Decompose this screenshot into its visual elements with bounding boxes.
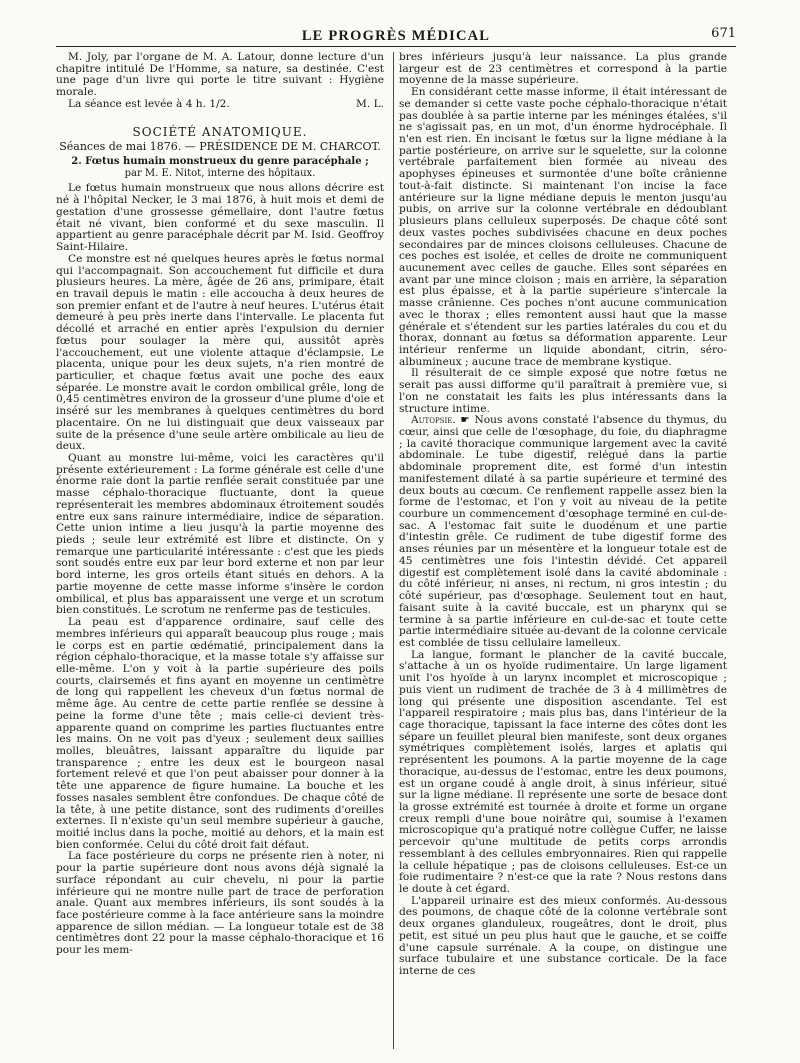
paragraph: M. Joly, par l'organe de M. A. Latour, donne lecture d'un chapitre intitulé De l'Homme, sa nature, sa destinée. C'est une page d'un livre qui porte le titre suivant : Hygiène morale. xyxy=(56,52,384,99)
section-title: SOCIÉTÉ ANATOMIQUE. xyxy=(132,124,308,139)
paragraph: En considérant cette masse informe, il était intéressant de se demander si cette vaste poche céphalo-thoracique n'était pas doublée à sa partie interne par les méninges étalées, s'il ne s'agissait pas, en un mot, d'un énorme hydrocéphale. Il n'en est rien. En incisant le fœtus sur la ligne médiane à la partie postérieure, on arrive sur le squelette, sur la colonne vertébrale parfaitement bien formée au niveau des apophyses épineuses et surmontée d'une boîte crânienne tout-à-fait distincte. Si maintenant l'on incise la face antérieure sur la ligne médiane depuis le menton jusqu'au pubis, on arrive sur la colonne vertébrale en dédoublant plusieurs plans celluleux superposés. De chaque côté sont deux vastes poches subdivisées chacune en deux poches secondaires par de minces cloisons celluleuses. Chacune de ces poches est isolée, et celles de droite ne communiquent aucunement avec celles de gauche. Elles sont séparées en avant par une mince cloison ; mais en arrière, la séparation est plus épaisse, et à la partie supérieure s'intercale la masse crânienne. Ces poches n'ont aucune communication avec le thorax ; elles remontent aussi haut que la masse générale et s'étendent sur les parties latérales du cou et du thorax, donnant au fœtus sa déformation apparente. Leur intérieur renferme un liquide abondant, citrin, séro-albumineux ; aucune trace de membrane kystique. xyxy=(399,86,727,368)
paragraph: Il résulterait de ce simple exposé que notre fœtus ne serait pas aussi difforme qu'il paraîtrait à première vue, si l'on ne constatait les faits les plus intéressants dans la structure intime. xyxy=(399,367,727,415)
paragraph: Ce monstre est né quelques heures après le fœtus normal qui l'accompagnait. Son accouchement fut difficile et dura plusieurs heures. La mère, âgée de 26 ans, primipare, était en travail depuis le matin : elle accoucha à deux heures de son premier enfant et de l'autre à neuf heures. L'utérus était demeuré à peu près inerte dans l'intervalle. Le placenta fut décollé et arraché en entier après l'expulsion du dernier fœtus pour soulager la mère qui, aussitôt après l'accouchement, eut une violente attaque d'éclampsie. Le placenta, unique pour les deux sujets, n'a rien montré de particulier, et chaque fœtus avait une poche des eaux séparée. Le monstre avait le cordon ombilical grêle, long de 0,45 centimètres environ de la grosseur d'une plume d'oie et inséré sur les membranes à quelques centimètres du bord placentaire. On ne lui distinguait que deux vaisseaux par suite de la présence d'une seule artère ombilicale au lieu de deux. xyxy=(56,252,384,453)
text-columns xyxy=(56,52,736,1049)
closing-signature: M. L. xyxy=(356,97,384,110)
left-column xyxy=(56,52,384,1049)
paragraph: La peau est d'apparence ordinaire, sauf celle des membres inférieurs qui apparaît beaucoup plus rouge ; mais le corps est en partie œdématié, principalement dans la région céphalo-thoracique, et la masse totale s'y affaisse sur elle-même. L'on y voit à la partie supérieure des poils courts, clairsemés et fins ayant en moyenne un centimètre de long qui rappellent les cheveux d'un fœtus normal de même âge. Au centre de cette partie renflée se dessine à peine la forme d'une tête ; mais celle-ci devient très-apparente quand on comprime les parties fluctuantes entre les mains. On ne voit pas d'yeux ; seulement deux saillies molles, bleuâtres, laissant apparaître du liquide par transparence ; entre les deux est le bourgeon nasal fortement relevé et que l'on peut abaisser pour donner à la tête une apparence de figure humaine. La bouche et les fosses nasales semblent être confondues. De chaque côté de la tête, à une petite distance, sont des rudiments d'oreilles externes. Il n'existe qu'un seul membre supérieur à gauche, moitié inclus dans la poche, moitié au dehors, et la main est bien conformée. Celui du côté droit fait défaut. xyxy=(56,616,384,851)
article-title: 2. Fœtus humain monstrueux du genre paracéphale ; xyxy=(71,156,369,168)
right-column xyxy=(399,52,727,1049)
paragraph: La face postérieure du corps ne présente rien à noter, ni pour la partie supérieure dont nous avons déjà signalé la surface répondant au cuir chevelu, ni pour la partie inférieure qui ne montre nulle part de trace de perforation anale. Quant aux membres inférieurs, ils sont soudés à la face postérieure comme à la face antérieure sans la moindre apparence de sillon médian. — La longueur totale est de 38 centimètres dont 22 pour la masse céphalo-thoracique et 16 pour les mem- xyxy=(56,850,384,957)
paragraph: bres inférieurs jusqu'à leur naissance. La plus grande largeur est de 23 centimètres et correspond à la partie moyenne de la masse supérieure. xyxy=(399,52,727,87)
paragraph: Le fœtus humain monstrueux que nous allons décrire est né à l'hôpital Necker, le 3 mai 1876, à huit mois et demi de gestation d'une grossesse gémellaire, dont l'autre fœtus était né vivant, bien conformé et du sexe masculin. Il appartient au genre paracéphale décrit par M. Isid. Geoffroy Saint-Hilaire. xyxy=(56,182,384,254)
paragraph: L'appareil urinaire est des mieux conformés. Au-dessous des poumons, de chaque côté de la colonne vertébrale sont deux organes glanduleux, rougeâtres, dont le droit, plus petit, est situé un peu plus haut que le gauche, et se coiffe d'une capsule surrénale. A la coupe, on distingue une surface tubulaire et une substance corticale. De la face interne de ces xyxy=(399,894,727,978)
page-header xyxy=(56,24,736,47)
closing-time: La séance est levée à 4 h. 1/2. xyxy=(68,97,230,110)
autopsy-paragraph xyxy=(399,415,727,649)
autopsy-label: Autopsie. xyxy=(411,414,456,427)
pointing-hand-icon: ☛ xyxy=(460,414,470,427)
journal-title: LE PROGRÈS MÉDICAL xyxy=(301,28,491,44)
column-rule xyxy=(393,52,394,1049)
article-author: par M. E. Nitot, interne des hôpitaux. xyxy=(124,167,316,179)
page-number: 671 xyxy=(711,26,736,41)
autopsy-text: Nous avons constaté l'absence du thymus, du cœur, ainsi que celle de l'œsophage, du foie, du diaphragme ; la cavité thoracique communique largement avec la cavité abdominale. Le tube digestif, relégué dans la partie abdominale proprement dite, est formé d'un intestin manifestement dilaté à sa partie supérieure et terminé des deux bouts au cœcum. Ce renflement rappelle assez bien la forme de l'estomac, et l'on y voit au niveau de la petite courbure un commencement d'œsophage terminé en cul-de-sac. A l'estomac fait suite le duodénum et une partie d'intestin grêle. Ce rudiment de tube digestif forme des anses réunies par un mésentère et la longueur totale est de 45 centimètres une fois l'intestin dévidé. Cet appareil digestif est complètement isolé dans la cavité abdominale : du côté inférieur, ni anses, ni rectum, ni gros intestin ; du côté supérieur, pas d'œsophage. Seulement tout en haut, faisant suite à la cavité buccale, est un pharynx qui se termine à sa partie inférieure en cul-de-sac et toute cette partie intermédiaire située au-devant de la colonne cervicale est comblée de tissu cellulaire lamelleux. xyxy=(399,414,727,649)
paragraph: La langue, formant le plancher de la cavité buccale, s'attache à un os hyoïde rudimentaire. Un large ligament unit l'os hyoïde à un larynx incomplet et microscopique ; puis vient un rudiment de trachée de 3 à 4 millimètres de long qui présente une disposition ascendante. Tel est l'appareil respiratoire ; mais plus bas, dans l'intérieur de la cage thoracique, tapissant la face interne des côtes dont les sépare un feuillet pleural bien manifeste, sont deux organes symétriques complètement isolés, larges et aplatis qui représentent les poumons. A la partie moyenne de la cage thoracique, au-dessus de l'estomac, entre les deux poumons, est un organe coudé à angle droit, à sinus inférieur, situé sur la ligne médiane. Il représente une sorte de besace dont la grosse extrémité est tournée à droite et forme un organe creux rempli d'une boue noirâtre qui, soumise à l'examen microscopique qu'a pratiqué notre collègue Cuffer, ne laisse percevoir qu'une multitude de petits corps arrondis ressemblant à des cellules embryonnaires. Rien qui rappelle la cellule hépatique ; pas de cloisons celluleuses. Est-ce un foie rudimentaire ? n'est-ce que la rate ? Nous restons dans le doute à cet égard. xyxy=(399,648,727,896)
closing-line xyxy=(56,99,384,111)
paragraph: Quant au monstre lui-même, voici les caractères qu'il présente extérieurement : La forme générale est celle d'une énorme raie dont la partie renflée serait constituée par une masse céphalo-thoracique fluctuante, dont la queue représenterait les membres abdominaux étroitement soudés entre eux sans rainure intermédiaire, indice de séparation. Cette union intime a lieu jusqu'à la partie moyenne des pieds ; seule leur extrémité est libre et distincte. On y remarque une particularité intéressante : c'est que les pieds sont soudés entre eux par leur bord externe et non par leur bord interne, les gros orteils étant situés en dehors. A la partie moyenne de cette masse informe s'insère le cordon ombilical, et plus bas apparaissent une verge et un scrotum bien constitués. Le scrotum ne renferme pas de testicules. xyxy=(56,452,384,617)
section-subtitle: Séances de mai 1876. — PRÉSIDENCE DE M. CHARCOT. xyxy=(59,140,381,154)
